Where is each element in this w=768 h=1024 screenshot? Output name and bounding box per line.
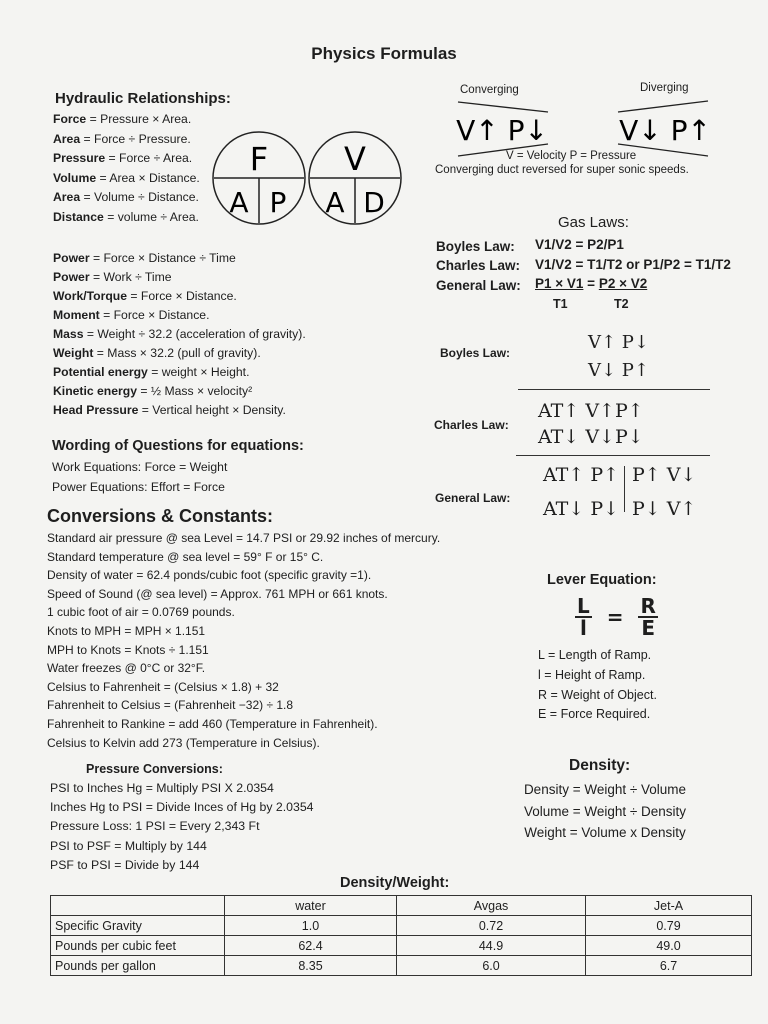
hydraulic-line: Area = Force ÷ Pressure.: [53, 131, 191, 146]
conversion-line: Celsius to Fahrenheit = (Celsius × 1.8) + 32: [47, 679, 279, 694]
table-cell: Specific Gravity: [51, 916, 225, 936]
hydraulic-list: [53, 110, 200, 227]
pressure-line: PSI to PSF = Multiply by 144: [50, 838, 207, 853]
table-header-row: [51, 896, 752, 916]
diverging-label: Diverging: [640, 82, 689, 94]
formula-circles: [212, 128, 402, 228]
boyles-law-arrows-1: V↑ P↓: [588, 332, 649, 353]
density-list: [500, 779, 710, 844]
table-cell: 1.0: [225, 916, 397, 936]
mechanics-line: Mass = Weight ÷ 32.2 (acceleration of gravity).: [53, 327, 306, 341]
wording-heading: Wording of Questions for equations:: [52, 438, 304, 454]
table-cell: 62.4: [225, 936, 397, 956]
lever-line: R = Weight of Object.: [538, 687, 657, 702]
density-weight-table: [50, 895, 752, 976]
mechanics-line: Work/Torque = Force × Distance.: [53, 289, 237, 303]
mechanics-line: Potential energy = weight × Height.: [53, 365, 250, 379]
general-law-arrows-2a: AT↓ P↓: [543, 498, 620, 520]
circle-distance-letter: D: [363, 186, 385, 219]
conversions-heading: Conversions & Constants:: [47, 506, 274, 526]
lever-den1: l: [579, 616, 587, 640]
lever-list: [538, 646, 657, 725]
divider: [518, 389, 710, 390]
duct-legend: V = Velocity P = Pressure: [506, 150, 637, 162]
table-row: [51, 916, 752, 936]
circle-area-letter-2: A: [325, 186, 345, 219]
conversions-list: [47, 529, 440, 752]
hydraulic-heading: Hydraulic Relationships:: [55, 90, 231, 107]
table-cell: 44.9: [396, 936, 585, 956]
conversion-line: Knots to MPH = MPH × 1.151: [47, 623, 206, 638]
hydraulic-line: Distance = volume ÷ Area.: [53, 209, 199, 224]
lever-line: l = Height of Ramp.: [538, 667, 646, 682]
conversion-line: Celsius to Kelvin add 273 (Temperature in Celsius).: [47, 735, 320, 750]
conversion-line: Water freezes @ 0°C or 32°F.: [47, 661, 206, 676]
general-law-den1: T1: [553, 297, 568, 311]
mechanics-line: Power = Work ÷ Time: [53, 270, 172, 284]
gas-laws-heading: Gas Laws:: [558, 214, 629, 231]
table-header-cell: water: [225, 896, 397, 916]
conversion-line: MPH to Knots = Knots ÷ 1.151: [47, 642, 209, 657]
mechanics-line: Head Pressure = Vertical height × Density.: [53, 403, 286, 417]
conversion-line: 1 cubic foot of air = 0.0769 pounds.: [47, 605, 235, 620]
circle-volume-letter: V: [344, 140, 366, 178]
density-weight-heading: Density/Weight:: [340, 875, 450, 891]
charles-law-arrows-1: AT↑ V↑P↑: [538, 400, 644, 422]
pressure-line: PSI to Inches Hg = Multiply PSI X 2.0354: [50, 781, 274, 795]
conversion-line: Standard temperature @ sea level = 59° F or 15° C.: [47, 549, 324, 564]
lever-formula: [575, 596, 658, 638]
mechanics-line: Power = Force × Distance ÷ Time: [53, 251, 236, 265]
hydraulic-line: Area = Volume ÷ Distance.: [53, 190, 199, 204]
table-cell: 6.7: [586, 956, 752, 976]
table-cell: 8.35: [225, 956, 397, 976]
general-law-label-2: General Law:: [435, 491, 511, 505]
general-law-arrows-1a: AT↑ P↑: [543, 464, 620, 486]
pressure-conversions-heading: Pressure Conversions:: [86, 762, 223, 776]
boyles-law-label: Boyles Law:: [436, 239, 515, 254]
table-header-cell: Avgas: [396, 896, 585, 916]
conversion-line: Standard air pressure @ sea Level = 14.7 PSI or 29.92 inches of mercury.: [47, 531, 441, 545]
lever-equals: =: [606, 605, 624, 629]
table-cell: 0.72: [396, 916, 585, 936]
boyles-law-arrows-2: V↓ P↑: [588, 360, 649, 381]
charles-law-label: Charles Law:: [436, 258, 521, 273]
table-header-cell: Jet-A: [586, 896, 752, 916]
table-cell: 49.0: [586, 936, 752, 956]
density-line: Density = Weight ÷ Volume: [523, 782, 687, 797]
general-law-divider: [624, 466, 625, 512]
circle-force-letter: F: [249, 140, 269, 178]
table-header-cell: [51, 896, 225, 916]
wording-list: [52, 457, 227, 497]
circle-area-letter: A: [229, 186, 249, 219]
hydraulic-line: Force = Pressure × Area.: [53, 112, 192, 126]
charles-law-formula: V1/V2 = T1/T2 or P1/P2 = T1/T2: [535, 257, 731, 272]
table-cell: Pounds per cubic feet: [51, 936, 225, 956]
hydraulic-line: Volume = Area × Distance.: [53, 170, 200, 185]
conversion-line: Fahrenheit to Rankine = add 460 (Temperature in Fahrenheit).: [47, 716, 378, 731]
conversion-line: Fahrenheit to Celsius = (Fahrenheit −32) ÷ 1.8: [47, 698, 294, 713]
duct-note: Converging duct reversed for super sonic speeds.: [435, 164, 689, 176]
charles-law-label-2: Charles Law:: [434, 418, 509, 432]
lever-line: E = Force Required.: [538, 707, 651, 722]
pressure-line: PSF to PSI = Divide by 144: [50, 857, 200, 872]
conversion-line: Density of water = 62.4 ponds/cubic foot (specific gravity =1).: [47, 568, 372, 583]
general-law-formula: P1 × V1 = P2 × V2: [535, 276, 648, 291]
pressure-line: Pressure Loss: 1 PSI = Every 2,343 Ft: [50, 819, 260, 834]
converging-formula: V↑ P↓: [456, 114, 548, 147]
page-title: Physics Formulas: [311, 44, 457, 63]
boyles-law-formula: V1/V2 = P2/P1: [535, 237, 624, 252]
general-law-den2: T2: [614, 297, 629, 311]
wording-line: Power Equations: Effort = Force: [52, 480, 225, 494]
general-law-arrows-1b: P↑ V↓: [632, 464, 697, 486]
wording-line: Work Equations: Force = Weight: [52, 460, 228, 474]
mechanics-line: Moment = Force × Distance.: [53, 308, 210, 322]
hydraulic-line: Pressure = Force ÷ Area.: [53, 151, 193, 165]
pressure-conversions-list: [50, 779, 314, 875]
density-line: Volume = Weight ÷ Density: [523, 803, 687, 819]
general-law-label: General Law:: [436, 278, 521, 293]
table-row: [51, 956, 752, 976]
force-area-pressure-circle: [213, 132, 305, 224]
mechanics-line: Kinetic energy = ½ Mass × velocity²: [53, 384, 253, 398]
table-row: [51, 936, 752, 956]
divider: [516, 455, 710, 456]
boyles-law-label-2: Boyles Law:: [440, 346, 511, 360]
conversion-line: Speed of Sound (@ sea level) = Approx. 761 MPH or 661 knots.: [47, 586, 388, 601]
lever-heading: Lever Equation:: [547, 572, 657, 588]
charles-law-arrows-2: AT↓ V↓P↓: [538, 426, 644, 448]
diverging-formula: V↓ P↑: [619, 114, 711, 147]
density-line: Weight = Volume x Density: [524, 825, 686, 840]
lever-num1: L: [577, 594, 590, 618]
lever-line: L = Length of Ramp.: [538, 648, 652, 662]
density-heading: Density:: [569, 757, 631, 774]
table-cell: 0.79: [586, 916, 752, 936]
mechanics-line: Weight = Mass × 32.2 (pull of gravity).: [53, 346, 261, 360]
converging-label: Converging: [460, 84, 519, 96]
general-law-arrows-2b: P↓ V↑: [632, 498, 697, 520]
table-cell: Pounds per gallon: [51, 956, 225, 976]
mechanics-list: [53, 249, 306, 420]
volume-area-distance-circle: [309, 132, 401, 224]
circle-pressure-letter: P: [269, 186, 287, 219]
lever-num2: R: [640, 594, 656, 618]
pressure-line: Inches Hg to PSI = Divide Inces of Hg by 2.0354: [50, 800, 314, 815]
table-cell: 6.0: [396, 956, 585, 976]
lever-den2: E: [641, 616, 655, 640]
